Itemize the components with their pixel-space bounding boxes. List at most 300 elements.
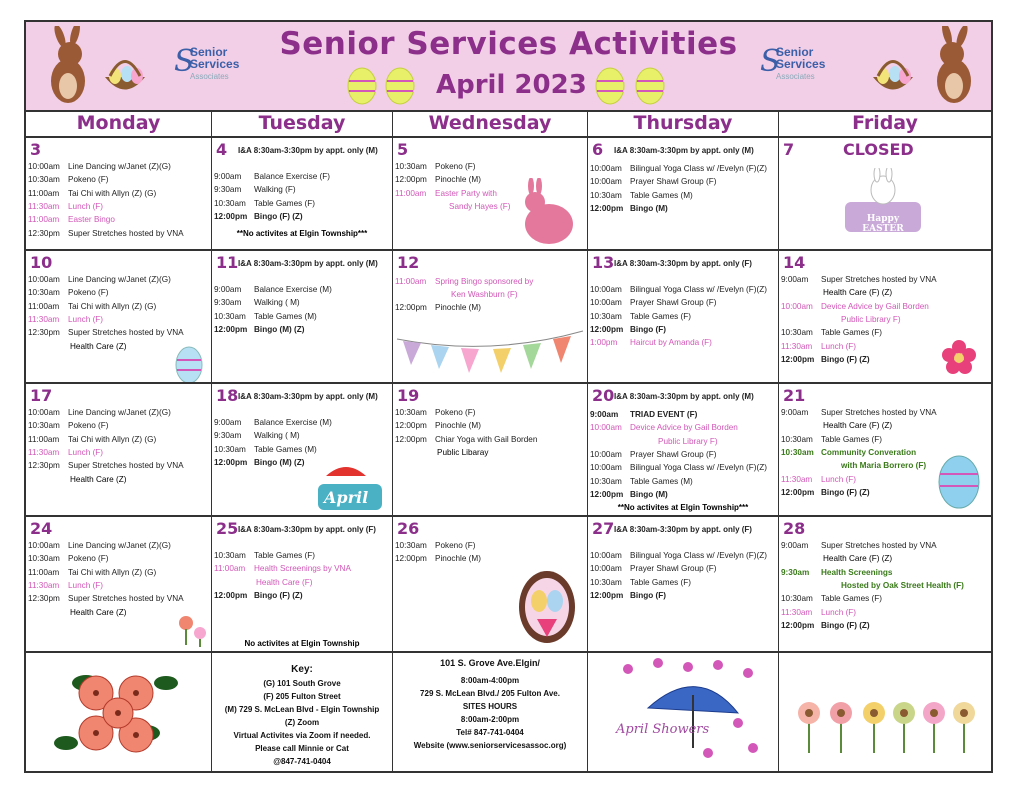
event-continuation: Public Library F)	[658, 436, 718, 446]
key-line: @847-741-0404	[273, 757, 331, 766]
event-row	[781, 621, 870, 631]
event-time: 10:30am	[590, 190, 622, 200]
event-row	[214, 564, 351, 574]
event-time: 11:30am	[28, 314, 60, 324]
event-name: Table Games (F)	[630, 577, 691, 587]
event-time: 10:00am	[590, 298, 622, 308]
day-cell-27	[588, 517, 779, 653]
event-time: 9:00am	[214, 285, 242, 294]
event-row	[590, 551, 767, 561]
key-line: Please call Minnie or Cat	[255, 744, 349, 753]
site-hours	[393, 657, 587, 752]
day-number: 24	[30, 519, 53, 538]
event-name: Table Games (F)	[254, 198, 315, 208]
site-line: 8:00am-4:00pm	[460, 676, 520, 685]
month-title: April 2023	[436, 70, 587, 100]
event-continuation: Health Care (Z)	[70, 607, 127, 617]
event-time: 10:30am	[28, 288, 60, 298]
event-time: 11:30am	[28, 201, 60, 211]
event-name: Prayer Shawl Group (F)	[630, 564, 717, 574]
event-name: Table Games (F)	[630, 311, 691, 321]
key-line: (F) 205 Fulton Street	[263, 692, 341, 701]
event-time: 12:00pm	[214, 590, 248, 600]
logo-text: Senior Services	[190, 45, 240, 71]
event-row	[214, 418, 332, 428]
event-time: 10:00am	[28, 162, 60, 171]
event-row	[28, 421, 109, 431]
event-time: 12:00pm	[590, 203, 624, 213]
event-row	[395, 554, 481, 564]
key-line: (G) 101 South Grove	[263, 679, 341, 688]
april-showers-text: April Showers	[616, 722, 710, 737]
footer-sites	[393, 653, 588, 773]
easter-egg-icon	[937, 454, 981, 515]
event-time: 10:30am	[214, 311, 246, 321]
event-name: Bingo (M) (Z)	[254, 457, 305, 467]
event-name: Spring Bingo sponsored by	[435, 277, 534, 286]
event-time: 9:00am	[781, 541, 809, 550]
event-name: Prayer Shawl Group (F)	[630, 177, 717, 187]
event-name: Super Stretches hosted by VNA	[68, 228, 184, 238]
day-cell-21	[779, 384, 991, 517]
event-time: 10:30am	[781, 447, 814, 457]
event-name: Bingo (F)	[630, 324, 666, 334]
day-number: 5	[397, 140, 409, 159]
flower-icon	[941, 339, 977, 380]
ia-hours: I&A 8:30am-3:30pm by appt. only (M)	[238, 259, 378, 268]
no-activities-note: **No activites at Elgin Township***	[617, 503, 749, 512]
event-name: Bingo (F) (Z)	[254, 590, 303, 600]
event-time: 11:30am	[781, 607, 813, 617]
event-name: Bingo (F)	[630, 590, 666, 600]
event-time: 9:00am	[214, 418, 242, 427]
event-name: Balance Exercise (F)	[254, 172, 330, 181]
event-name: Pinochle (M)	[435, 554, 481, 564]
day-cell-13	[588, 251, 779, 384]
day-cell-24	[26, 517, 212, 653]
event-time: 11:30am	[28, 447, 60, 457]
event-row	[590, 578, 691, 588]
logo-subtext: Associates	[190, 72, 229, 81]
event-row	[214, 185, 296, 195]
event-row	[590, 463, 767, 473]
site-line: 729 S. McLean Blvd./ 205 Fulton Ave.	[420, 689, 560, 698]
event-name: Prayer Shawl Group (F)	[630, 449, 717, 459]
event-time: 1:00pm	[590, 338, 618, 348]
footer-flowers	[26, 653, 212, 773]
day-header-thursday: Thursday	[588, 110, 779, 138]
event-row	[395, 162, 476, 172]
logo-s-icon: S	[174, 44, 195, 79]
event-continuation: Hosted by Oak Street Health (F)	[841, 580, 964, 590]
event-row	[781, 275, 937, 285]
event-row	[395, 541, 476, 551]
event-row	[781, 568, 892, 578]
easter-egg-icon	[174, 345, 204, 384]
hibiscus-flowers-icon	[26, 653, 212, 771]
event-name: Table Games (F)	[821, 594, 882, 604]
event-row	[214, 445, 317, 455]
event-continuation: Ken Washburn (F)	[451, 290, 518, 299]
event-row	[28, 594, 184, 604]
event-time: 12:00pm	[395, 421, 427, 431]
day-number: 4	[216, 140, 228, 159]
event-row	[781, 475, 856, 485]
event-row	[28, 408, 171, 418]
key-line: Key:	[291, 664, 313, 675]
easter-eggs-icon	[346, 66, 416, 106]
event-time: 10:30am	[28, 175, 60, 185]
event-row	[214, 285, 332, 295]
event-name: Lunch (F)	[821, 341, 857, 351]
event-row	[214, 431, 300, 441]
event-name: Walking (F)	[254, 185, 296, 195]
event-name: Device Advice by Gail Borden	[821, 301, 929, 311]
event-name: Table Games (M)	[254, 311, 317, 321]
event-name: Pokeno (F)	[68, 421, 109, 431]
event-time: 10:30am	[590, 476, 622, 486]
event-name: Line Dancing w/Janet (Z)(G)	[68, 162, 171, 171]
calendar-header	[26, 22, 991, 112]
event-name: Bingo (F) (Z)	[821, 487, 870, 497]
event-row	[28, 448, 103, 458]
event-name: Device Advice by Gail Borden	[630, 423, 738, 433]
event-row	[28, 315, 103, 325]
ia-hours: I&A 8:30am-3:30pm by appt. only (M)	[238, 146, 378, 155]
event-row	[395, 303, 481, 313]
event-name: Bingo (M)	[630, 489, 668, 499]
event-row	[781, 408, 937, 418]
day-number: 27	[592, 519, 615, 538]
event-row	[28, 554, 109, 564]
event-row	[214, 298, 300, 308]
event-time: 12:00pm	[781, 487, 815, 497]
event-time: 11:00am	[28, 215, 60, 225]
no-activities-note: No activites at Elgin Township	[244, 639, 360, 648]
event-time: 10:30am	[214, 551, 246, 560]
event-name: Table Games (M)	[254, 444, 317, 454]
event-row	[781, 594, 882, 604]
event-continuation: Sandy Hayes (F)	[449, 201, 511, 211]
event-name: Lunch (F)	[68, 314, 104, 324]
event-name: Lunch (F)	[68, 447, 104, 457]
event-row	[781, 435, 882, 445]
event-time: 10:00am	[781, 301, 813, 311]
event-row	[395, 408, 476, 418]
event-time: 9:00am	[781, 408, 809, 417]
event-row	[590, 204, 668, 214]
event-row	[590, 285, 767, 295]
april-sign-text: April	[324, 488, 369, 507]
event-time: 10:00am	[28, 541, 60, 550]
no-activities-note: **No activites at Elgin Township***	[236, 229, 368, 238]
event-time: 9:30am	[214, 431, 242, 441]
event-time: 9:00am	[214, 172, 242, 181]
event-row	[28, 581, 103, 591]
event-name: Super Stretches hosted by VNA	[821, 541, 937, 550]
day-header-tuesday: Tuesday	[212, 110, 393, 138]
event-name: Bingo (F) (Z)	[821, 354, 870, 364]
day-cell-26	[393, 517, 588, 653]
logo-text: Senior Services	[776, 45, 826, 71]
event-time: 10:00am	[590, 551, 622, 560]
site-line: 101 S. Grove Ave.Elgin/	[440, 658, 540, 668]
key-line: (M) 729 S. McLean Blvd - Elgin Township	[224, 705, 380, 714]
event-row	[590, 325, 666, 335]
event-row	[781, 608, 856, 618]
footer-showers	[588, 653, 779, 773]
day-cell-4	[212, 138, 393, 251]
event-name: Balance Exercise (M)	[254, 418, 332, 427]
event-row	[781, 448, 916, 458]
event-time: 12:30pm	[28, 228, 60, 238]
event-name: Tai Chi with Allyn (Z) (G)	[68, 567, 157, 577]
event-row	[395, 189, 497, 199]
event-time: 11:00am	[28, 434, 60, 444]
event-time: 10:00am	[590, 564, 622, 574]
event-row	[214, 458, 304, 468]
event-time: 10:30am	[214, 444, 246, 454]
easter-egg-wreath-icon	[517, 569, 577, 650]
ia-hours: I&A 8:30am-3:30pm by appt. only (M)	[238, 392, 378, 401]
event-row	[28, 215, 115, 225]
day-number: 14	[783, 253, 806, 272]
event-time: 9:30am	[214, 298, 242, 308]
event-name: Line Dancing w/Janet (Z)(G)	[68, 275, 171, 284]
event-name: Walking ( M)	[254, 431, 300, 441]
event-time: 10:00am	[590, 423, 622, 433]
event-time: 10:30am	[781, 434, 813, 444]
event-time: 12:00pm	[214, 211, 248, 221]
logo-subtext: Associates	[776, 72, 815, 81]
event-time: 9:00am	[590, 410, 619, 419]
day-number: 7	[783, 140, 795, 159]
event-row	[395, 435, 537, 445]
event-name: Bingo (M) (Z)	[254, 324, 305, 334]
event-row	[590, 177, 716, 187]
event-name: Tai Chi with Allyn (Z) (G)	[68, 188, 157, 198]
event-row	[590, 591, 666, 601]
day-number: 28	[783, 519, 806, 538]
event-row	[28, 461, 184, 471]
event-row	[28, 175, 109, 185]
spring-flowers-icon	[779, 653, 991, 771]
ia-hours: I&A 8:30am-3:30pm by appt. only (F)	[614, 525, 752, 534]
event-time: 10:30am	[395, 541, 427, 550]
event-row	[590, 410, 697, 420]
event-row	[590, 312, 691, 322]
event-row	[28, 275, 171, 285]
event-continuation: Health Care (F) (Z)	[823, 421, 893, 431]
page-title: Senior Services Activities	[279, 26, 738, 62]
footer-spring-flowers	[779, 653, 991, 773]
event-continuation: with Maria Borrero (F)	[841, 461, 927, 471]
event-row	[590, 164, 767, 174]
event-name: TRIAD EVENT (F)	[630, 410, 698, 419]
event-row	[395, 277, 533, 287]
day-cell-10	[26, 251, 212, 384]
event-name: Pinochle (M)	[435, 175, 481, 185]
event-row	[781, 342, 856, 352]
key-line: Virtual Activites via Zoom if needed.	[233, 731, 371, 740]
event-time: 10:00am	[590, 164, 622, 173]
event-row	[590, 298, 716, 308]
event-name: Lunch (F)	[68, 580, 104, 590]
event-name: Line Dancing w/Janet (Z)(G)	[68, 541, 171, 550]
event-name: Tai Chi with Allyn (Z) (G)	[68, 434, 157, 444]
event-name: Pinochle (M)	[435, 303, 481, 312]
event-time: 10:30am	[781, 328, 813, 338]
event-row	[214, 172, 330, 182]
day-header-friday: Friday	[779, 110, 991, 138]
day-number: 3	[30, 140, 42, 159]
day-number: 21	[783, 386, 806, 405]
event-row	[28, 202, 103, 212]
day-number: 10	[30, 253, 53, 272]
event-time: 12:00pm	[214, 457, 248, 467]
event-row	[395, 421, 481, 431]
event-continuation: Health Care (F) (Z)	[823, 554, 893, 564]
event-time: 12:00pm	[590, 489, 624, 499]
event-row	[590, 477, 693, 487]
event-name: Lunch (F)	[821, 474, 857, 484]
event-time: 11:00am	[28, 567, 60, 577]
event-time: 10:30am	[395, 162, 427, 171]
event-time: 12:30pm	[28, 461, 60, 471]
event-name: Table Games (F)	[821, 434, 882, 444]
event-time: 11:30am	[781, 474, 813, 484]
event-row	[28, 288, 109, 298]
footer-key	[212, 653, 393, 773]
event-time: 10:30am	[395, 408, 427, 417]
event-time: 10:00am	[28, 408, 60, 417]
event-row	[781, 302, 929, 312]
event-name: Easter Party with	[435, 188, 497, 198]
event-row	[214, 325, 304, 335]
event-name: Super Stretches hosted by VNA	[821, 408, 937, 417]
event-time: 10:00am	[590, 285, 622, 294]
event-name: Easter Bingo	[68, 215, 115, 225]
event-row	[214, 199, 315, 209]
event-row	[28, 435, 156, 445]
event-time: 12:30pm	[28, 328, 60, 338]
event-name: Pokeno (F)	[435, 408, 476, 417]
event-name: Pokeno (F)	[435, 162, 476, 171]
site-line: 8:00am-2:00pm	[460, 715, 520, 724]
event-row	[214, 591, 303, 601]
event-time: 10:30am	[781, 594, 813, 604]
event-name: Super Stretches hosted by VNA	[68, 594, 184, 604]
day-cell-20	[588, 384, 779, 517]
easter-bunny-icon	[511, 178, 581, 251]
day-cell-14	[779, 251, 991, 384]
event-time: 11:00am	[395, 188, 427, 198]
event-continuation: Health Care (Z)	[70, 341, 127, 351]
event-time: 9:00am	[781, 275, 809, 284]
event-row	[590, 490, 668, 500]
logo-right	[760, 44, 840, 84]
event-name: Table Games (M)	[630, 190, 693, 200]
site-line: SITES HOURS	[462, 702, 518, 711]
event-row	[28, 568, 156, 578]
day-number: 12	[397, 253, 420, 272]
day-number: 26	[397, 519, 420, 538]
event-time: 12:00pm	[214, 324, 248, 334]
event-time: 10:30am	[28, 554, 60, 564]
event-time: 12:00pm	[590, 324, 624, 334]
event-time: 11:30am	[781, 341, 813, 351]
event-name: Bingo (F) (Z)	[254, 211, 303, 221]
day-cell-5	[393, 138, 588, 251]
event-name: Super Stretches hosted by VNA	[821, 275, 937, 284]
day-number: 11	[216, 253, 239, 272]
event-row	[214, 312, 317, 322]
event-row	[214, 551, 315, 561]
event-name: Table Games (M)	[630, 476, 693, 486]
event-name: Walking ( M)	[254, 298, 300, 308]
april-showers-umbrella-icon	[588, 653, 779, 771]
event-time: 9:30am	[781, 567, 810, 577]
event-time: 10:00am	[590, 177, 622, 187]
event-name: Haircut by Amanda (F)	[630, 338, 712, 348]
event-time: 11:00am	[395, 277, 427, 286]
event-name: Bilingual Yoga Class w/ /Evelyn (F)(Z)	[630, 164, 767, 173]
event-time: 11:00am	[28, 301, 60, 311]
day-cell-17	[26, 384, 212, 517]
event-time: 10:30am	[590, 311, 622, 321]
event-time: 10:00am	[28, 275, 60, 284]
event-time: 10:30am	[214, 198, 246, 208]
event-name: Bilingual Yoga Class w/ /Evelyn (F)(Z)	[630, 551, 767, 560]
easter-sign-text: Happy EASTER	[862, 214, 904, 234]
event-continuation: Health Care (F)	[256, 577, 313, 587]
event-time: 12:00pm	[395, 175, 427, 185]
event-row	[781, 355, 870, 365]
event-name: Pokeno (F)	[68, 288, 109, 298]
ia-hours: I&A 8:30am-3:30pm by appt. only (F)	[614, 259, 752, 268]
flower-icon	[172, 609, 212, 653]
event-row	[590, 423, 738, 433]
event-row	[781, 541, 937, 551]
event-time: 12:00pm	[781, 620, 815, 630]
event-row	[590, 338, 712, 348]
event-time: 12:00pm	[590, 590, 624, 600]
event-name: Bingo (F) (Z)	[821, 620, 870, 630]
day-cell-6	[588, 138, 779, 251]
day-number: 20	[592, 386, 615, 405]
event-row	[395, 175, 481, 185]
event-name: Super Stretches hosted by VNA	[68, 328, 184, 338]
event-time: 12:00pm	[395, 303, 427, 312]
event-row	[28, 229, 184, 239]
event-name: Balance Exercise (M)	[254, 285, 332, 294]
event-time: 12:00pm	[781, 354, 815, 364]
day-number: 18	[216, 386, 239, 405]
event-time: 10:00am	[590, 449, 622, 459]
event-continuation: Health Care (F) (Z)	[823, 288, 893, 298]
logo-s-icon: S	[760, 44, 781, 79]
event-time: 11:00am	[28, 188, 60, 198]
day-number: 13	[592, 253, 615, 272]
day-header-wednesday: Wednesday	[393, 110, 588, 138]
site-line: Tel# 847-741-0404	[456, 728, 524, 737]
event-continuation: Public Libaray	[437, 447, 489, 457]
event-name: Tai Chi with Allyn (Z) (G)	[68, 301, 157, 311]
event-name: Table Games (F)	[821, 328, 882, 338]
ia-hours: I&A 8:30am-3:30pm by appt. only (F)	[238, 525, 376, 534]
closed-label: CLOSED	[843, 140, 914, 159]
site-line: Website (www.seniorservicesassoc.org)	[413, 741, 567, 750]
